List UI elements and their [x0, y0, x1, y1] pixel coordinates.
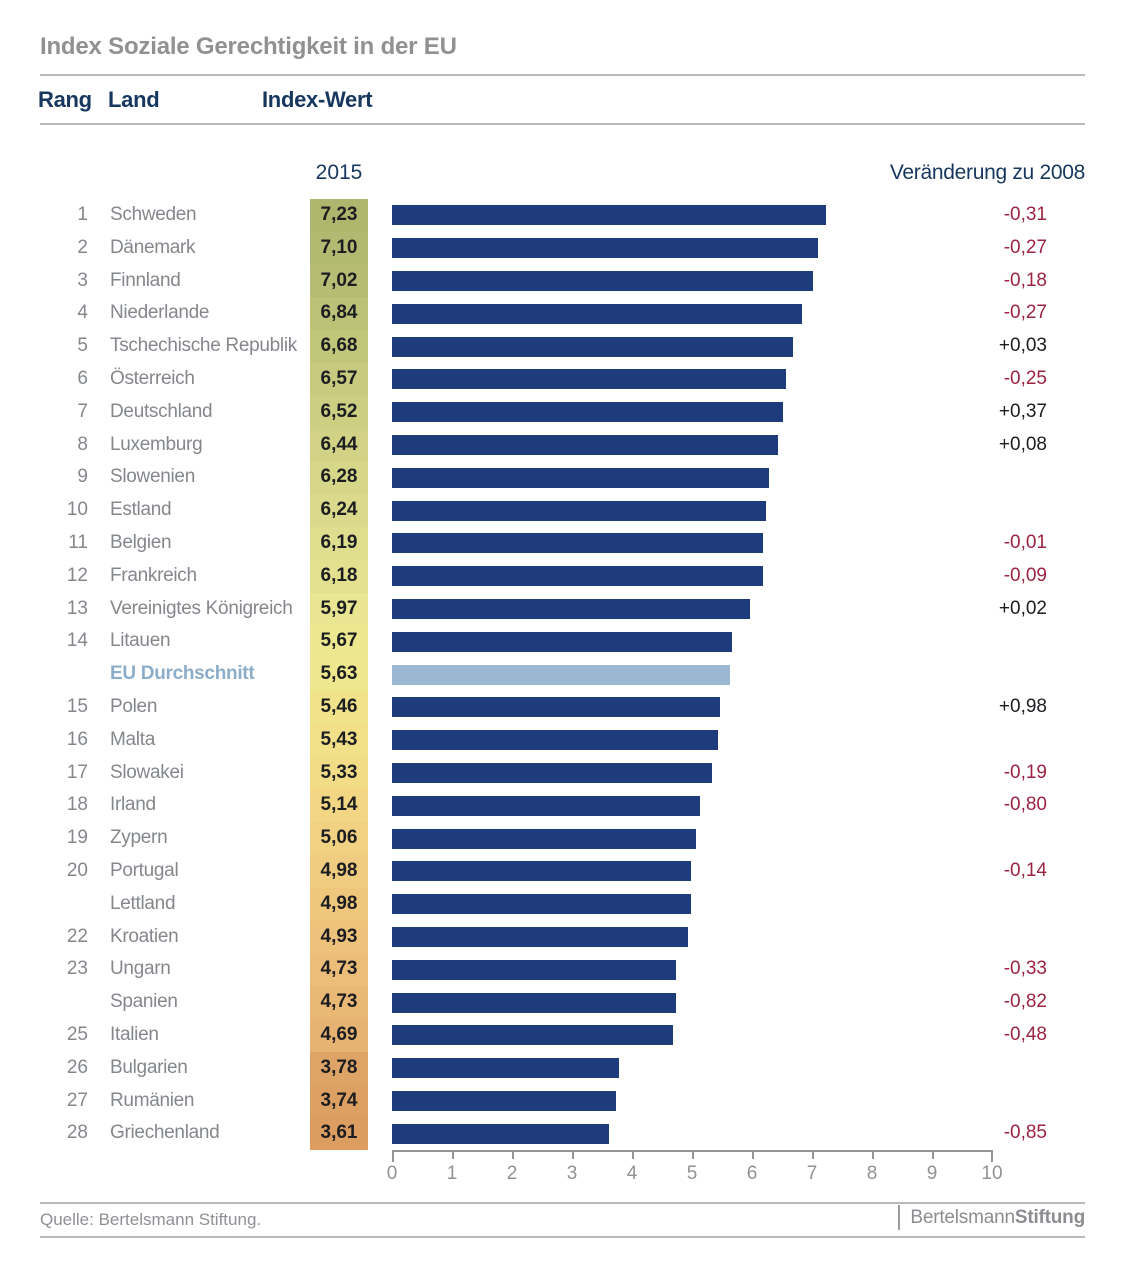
- divider-footer-bottom: [40, 1236, 1085, 1238]
- change-value: +0,37: [998, 400, 1047, 422]
- index-value-cell: 6,52: [310, 396, 368, 429]
- change-value: -0,82: [1003, 991, 1047, 1013]
- country-label: Irland: [110, 794, 156, 816]
- change-value: -0,85: [1003, 1122, 1047, 1144]
- table-row: [0, 1019, 1125, 1052]
- index-bar: [392, 993, 676, 1013]
- country-label: Kroatien: [110, 925, 179, 947]
- index-bar: [392, 435, 778, 455]
- index-bar: [392, 927, 688, 947]
- rank-cell: 15: [66, 695, 88, 717]
- table-row: [0, 593, 1125, 626]
- country-label: Deutschland: [110, 400, 213, 422]
- x-axis-tick: [812, 1152, 814, 1159]
- change-value: -0,01: [1003, 531, 1047, 553]
- table-row: [0, 232, 1125, 265]
- index-bar: [392, 763, 712, 783]
- table-row: [0, 953, 1125, 986]
- table-row: [0, 461, 1125, 494]
- table-row: [0, 921, 1125, 954]
- change-column-label: Veränderung zu 2008: [889, 161, 1085, 184]
- x-axis-tick: [572, 1152, 574, 1159]
- change-value: -0,18: [1003, 269, 1047, 291]
- x-axis-tick-label: 8: [866, 1163, 878, 1184]
- x-axis-tick-label: 6: [746, 1163, 758, 1184]
- rank-cell: 18: [66, 794, 88, 816]
- country-label: Rumänien: [110, 1089, 195, 1111]
- index-value-cell: 7,23: [310, 199, 368, 232]
- divider-under-header: [40, 123, 1085, 125]
- index-bar: [392, 271, 813, 291]
- change-value: +0,98: [998, 695, 1047, 717]
- rank-cell: 3: [77, 269, 88, 291]
- index-value-cell: 6,44: [310, 429, 368, 462]
- index-value-cell: 6,84: [310, 297, 368, 330]
- index-bar: [392, 829, 696, 849]
- index-bar: [392, 599, 750, 619]
- table-row: [0, 625, 1125, 658]
- x-axis-tick-label: 10: [981, 1163, 1003, 1184]
- index-bar: [392, 1091, 616, 1111]
- index-value-cell: 4,73: [310, 953, 368, 986]
- logo-text-bold: Stiftung: [1014, 1206, 1085, 1228]
- index-value-cell: 6,18: [310, 560, 368, 593]
- table-row: [0, 297, 1125, 330]
- x-axis-tick: [752, 1152, 754, 1159]
- change-value: +0,02: [998, 597, 1047, 619]
- x-axis-tick: [692, 1152, 694, 1159]
- rank-cell: 20: [66, 859, 88, 881]
- rank-cell: [0, 658, 88, 691]
- index-bar: [392, 501, 766, 521]
- change-value: +0,08: [998, 433, 1047, 455]
- eu-average-bar: [392, 665, 730, 685]
- index-value-cell: 4,73: [310, 986, 368, 1019]
- change-value: -0,27: [1003, 302, 1047, 324]
- x-axis-tick-label: 0: [386, 1163, 398, 1184]
- rank-cell: 27: [66, 1089, 88, 1111]
- change-value: -0,31: [1003, 204, 1047, 225]
- x-axis-tick: [632, 1152, 634, 1159]
- country-label: Dänemark: [110, 236, 196, 258]
- rank-cell: 13: [66, 597, 88, 619]
- change-value: -0,33: [1003, 958, 1047, 980]
- rank-cell: 23: [66, 958, 88, 980]
- rank-cell: 2: [77, 236, 88, 258]
- index-value-cell: 4,93: [310, 921, 368, 954]
- index-bar: [392, 533, 763, 553]
- rank-cell: [0, 888, 88, 921]
- x-axis-tick-label: 1: [446, 1163, 458, 1184]
- country-label: Ungarn: [110, 958, 171, 980]
- x-axis: [386, 1150, 1003, 1190]
- country-label: Schweden: [110, 204, 197, 225]
- index-bar: [392, 632, 732, 652]
- country-label: Bulgarien: [110, 1056, 188, 1078]
- x-axis-tick-label: 5: [686, 1163, 698, 1184]
- index-bar: [392, 566, 763, 586]
- index-value-cell: 7,02: [310, 265, 368, 298]
- column-header-rank: Rang: [38, 87, 92, 112]
- index-bar: [392, 697, 720, 717]
- index-value-cell: 5,63: [310, 658, 368, 691]
- index-value-cell: 3,74: [310, 1085, 368, 1118]
- x-axis-tick: [932, 1152, 934, 1159]
- rank-cell: 6: [77, 367, 88, 389]
- rank-cell: 26: [66, 1056, 88, 1078]
- country-label: Belgien: [110, 531, 172, 553]
- country-label: Malta: [110, 728, 155, 750]
- x-axis-tick: [872, 1152, 874, 1159]
- index-bar: [392, 1124, 609, 1144]
- year-column-label: 2015: [315, 161, 363, 184]
- index-bar: [392, 796, 700, 816]
- country-label: Finnland: [110, 269, 181, 291]
- table-row: [0, 363, 1125, 396]
- table-row: [0, 724, 1125, 757]
- change-value: -0,19: [1003, 761, 1047, 783]
- rank-cell: [0, 986, 88, 1019]
- rank-cell: 11: [68, 531, 88, 553]
- page-title: Index Soziale Gerechtigkeit in der EU: [40, 33, 457, 60]
- table-row: [0, 560, 1125, 593]
- country-label: Vereinigtes Königreich: [110, 597, 293, 619]
- rank-cell: 9: [77, 466, 88, 488]
- country-label: Tschechische Republik: [110, 335, 297, 357]
- index-bar: [392, 304, 802, 324]
- index-value-cell: 3,78: [310, 1052, 368, 1085]
- index-value-cell: 5,46: [310, 691, 368, 724]
- rank-cell: 19: [66, 827, 88, 849]
- bertelsmann-stiftung-logo: [898, 1205, 1085, 1230]
- rank-cell: 28: [66, 1122, 88, 1144]
- rank-cell: 10: [66, 499, 88, 521]
- index-value-cell: 5,97: [310, 593, 368, 626]
- change-value: -0,25: [1003, 367, 1047, 389]
- table-row: [0, 1085, 1125, 1118]
- rank-cell: 4: [77, 302, 88, 324]
- country-label: Italien: [110, 1023, 159, 1045]
- index-value-cell: 6,19: [310, 527, 368, 560]
- change-value: -0,27: [1003, 236, 1047, 258]
- index-bar: [392, 369, 786, 389]
- change-value: -0,48: [1003, 1023, 1047, 1045]
- column-header-index: Index-Wert: [262, 87, 373, 112]
- index-bar: [392, 894, 691, 914]
- table-row: [0, 527, 1125, 560]
- ranking-table: [0, 199, 1125, 1150]
- country-label: Litauen: [110, 630, 171, 652]
- country-label: Estland: [110, 499, 172, 521]
- rank-cell: 7: [77, 400, 88, 422]
- table-row: [0, 855, 1125, 888]
- index-bar: [392, 238, 818, 258]
- table-row: [0, 1117, 1125, 1150]
- table-row: [0, 789, 1125, 822]
- table-row: [0, 429, 1125, 462]
- country-label: Spanien: [110, 991, 178, 1013]
- country-label: EU Durchschnitt: [110, 663, 255, 685]
- country-label: Portugal: [110, 859, 179, 881]
- rank-cell: 1: [77, 204, 88, 225]
- index-value-cell: 5,43: [310, 724, 368, 757]
- index-bar: [392, 205, 826, 225]
- country-label: Polen: [110, 695, 158, 717]
- country-label: Slowakei: [110, 761, 184, 783]
- logo-text-regular: Bertelsmann: [910, 1206, 1015, 1228]
- table-row: [0, 396, 1125, 429]
- index-value-cell: 5,06: [310, 822, 368, 855]
- country-label: Österreich: [110, 367, 195, 389]
- index-bar: [392, 730, 718, 750]
- index-value-cell: 3,61: [310, 1117, 368, 1150]
- index-bar: [392, 960, 676, 980]
- table-row: [0, 757, 1125, 790]
- index-value-cell: 5,33: [310, 757, 368, 790]
- rank-cell: 25: [66, 1023, 88, 1045]
- rank-cell: 12: [66, 564, 88, 586]
- rank-cell: 14: [66, 630, 88, 652]
- rank-cell: 17: [66, 761, 88, 783]
- rank-cell: 5: [77, 335, 88, 357]
- table-row: [0, 691, 1125, 724]
- column-header-country: Land: [108, 87, 160, 112]
- table-row: [0, 265, 1125, 298]
- index-value-cell: 5,14: [310, 789, 368, 822]
- index-value-cell: 7,10: [310, 232, 368, 265]
- country-label: Niederlande: [110, 302, 210, 324]
- index-bar: [392, 861, 691, 881]
- divider-footer-top: [40, 1202, 1085, 1204]
- table-row: [0, 822, 1125, 855]
- table-row: [0, 330, 1125, 363]
- index-value-cell: 4,98: [310, 888, 368, 921]
- index-bar: [392, 402, 783, 422]
- x-axis-tick-label: 3: [566, 1163, 578, 1184]
- x-axis-tick: [452, 1152, 454, 1159]
- rank-cell: 16: [66, 728, 88, 750]
- index-bar: [392, 1058, 619, 1078]
- x-axis-tick: [392, 1152, 394, 1162]
- rank-cell: 8: [77, 433, 88, 455]
- country-label: Zypern: [110, 827, 168, 849]
- index-value-cell: 6,57: [310, 363, 368, 396]
- x-axis-tick-label: 2: [506, 1163, 518, 1184]
- country-label: Slowenien: [110, 466, 195, 488]
- x-axis-tick-label: 7: [806, 1163, 818, 1184]
- table-row: [0, 986, 1125, 1019]
- change-value: -0,14: [1003, 859, 1047, 881]
- x-axis-tick-label: 4: [626, 1163, 638, 1184]
- country-label: Lettland: [110, 892, 176, 914]
- change-value: +0,03: [998, 335, 1047, 357]
- country-label: Luxemburg: [110, 433, 203, 455]
- index-bar: [392, 468, 769, 488]
- country-label: Griechenland: [110, 1122, 220, 1144]
- rank-cell: 22: [66, 925, 88, 947]
- index-value-cell: 4,69: [310, 1019, 368, 1052]
- change-value: -0,09: [1003, 564, 1047, 586]
- table-row-eu-average: [0, 658, 1125, 691]
- table-row: [0, 1052, 1125, 1085]
- table-row: [0, 199, 1125, 232]
- index-bar: [392, 1025, 673, 1045]
- index-value-cell: 6,28: [310, 461, 368, 494]
- x-axis-tick-label: 9: [926, 1163, 938, 1184]
- index-bar: [392, 337, 793, 357]
- index-value-cell: 6,24: [310, 494, 368, 527]
- country-label: Frankreich: [110, 564, 197, 586]
- source-note: Quelle: Bertelsmann Stiftung.: [40, 1210, 262, 1229]
- table-row: [0, 494, 1125, 527]
- x-axis-tick: [991, 1152, 993, 1162]
- logo-separator-bar: [898, 1205, 900, 1230]
- divider-under-title: [40, 74, 1085, 76]
- x-axis-tick: [512, 1152, 514, 1159]
- index-value-cell: 5,67: [310, 625, 368, 658]
- index-value-cell: 6,68: [310, 330, 368, 363]
- change-value: -0,80: [1003, 794, 1047, 816]
- index-value-cell: 4,98: [310, 855, 368, 888]
- table-row: [0, 888, 1125, 921]
